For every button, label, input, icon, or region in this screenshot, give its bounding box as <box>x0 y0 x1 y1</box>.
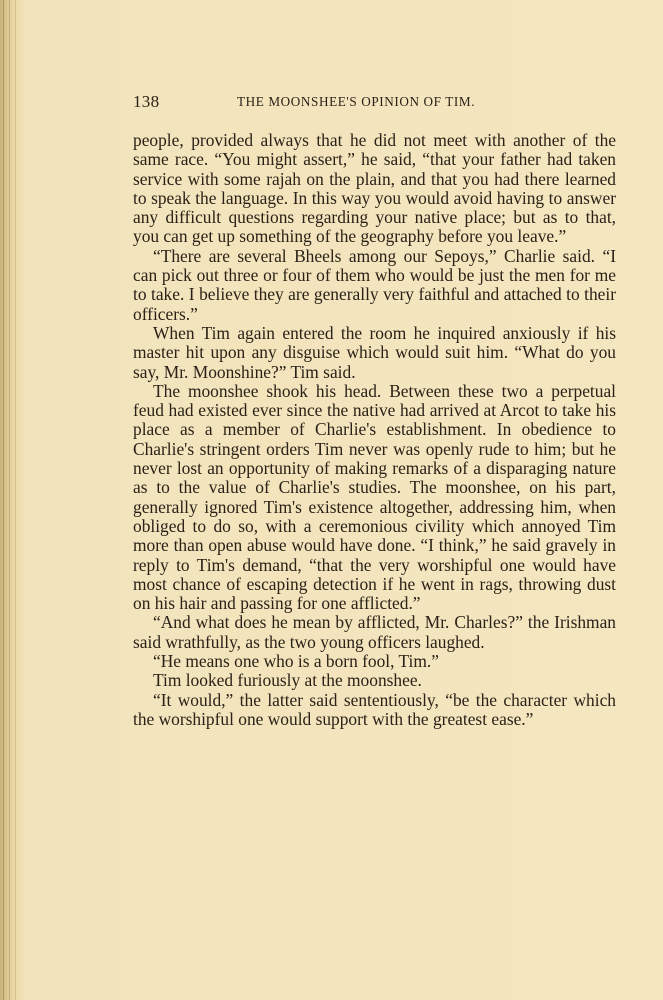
paragraph: “And what does he mean by afflicted, Mr. Charles?” the Irishman said wrathfully, as the two young officers laughed. <box>133 612 616 652</box>
paragraph: Tim looked furiously at the moonshee. <box>153 670 422 691</box>
paragraph: “He means one who is a born fool, Tim.” <box>153 651 439 672</box>
page-header <box>133 92 616 116</box>
body-text <box>133 131 616 729</box>
paragraph: When Tim again entered the room he inquired anxiously if his master hit upon any disguise which would suit him. “What do you say, Mr. Moonshine?” Tim said. <box>133 322 616 382</box>
binding-edge-line <box>3 0 4 1000</box>
binding-edge-line <box>9 0 10 1000</box>
paragraph: The moonshee shook his head. Between these two a perpetual feud had existed ever since the native had arrived at Arcot to take his place as a member of Charlie's establishment. In obedience to Charlie's stringent orders Tim never was openly rude to him; but he never lost an opportunity of making remarks of a disparaging nature as to the value of Charlie's studies. The moonshee, on his part, generally ignored Tim's existence altogether, addressing him, when obliged to do so, with a ceremonious civility which annoyed Tim more than open abuse would have done. “I think,” he said gravely in reply to Tim's demand, “that the very worshipful one would have most chance of escaping detection if he went in rags, throwing dust on his hair and passing for one afflicted.” <box>133 380 616 614</box>
paragraph: “There are several Bheels among our Sepoys,” Charlie said. “I can pick out three or four of them who would be just the men for me to take. I believe they are generally very faithful and attached to their officers.” <box>133 245 616 324</box>
running-title: THE MOONSHEE'S OPINION OF TIM. <box>237 94 476 109</box>
paragraph: “It would,” the latter said sententiously, “be the character which the worshipful one would support with the greatest ease.” <box>133 689 616 729</box>
binding-edge-line <box>15 0 16 1000</box>
paragraph: people, provided always that he did not meet with another of the same race. “You might assert,” he said, “that your father had taken service with some rajah on the plain, and that you had there learned to speak the language. In this way you would avoid having to answer any difficult questions regarding your native place; but as to that, you can get up something of the geography before you leave.” <box>133 130 616 247</box>
page-number: 138 <box>133 92 160 111</box>
